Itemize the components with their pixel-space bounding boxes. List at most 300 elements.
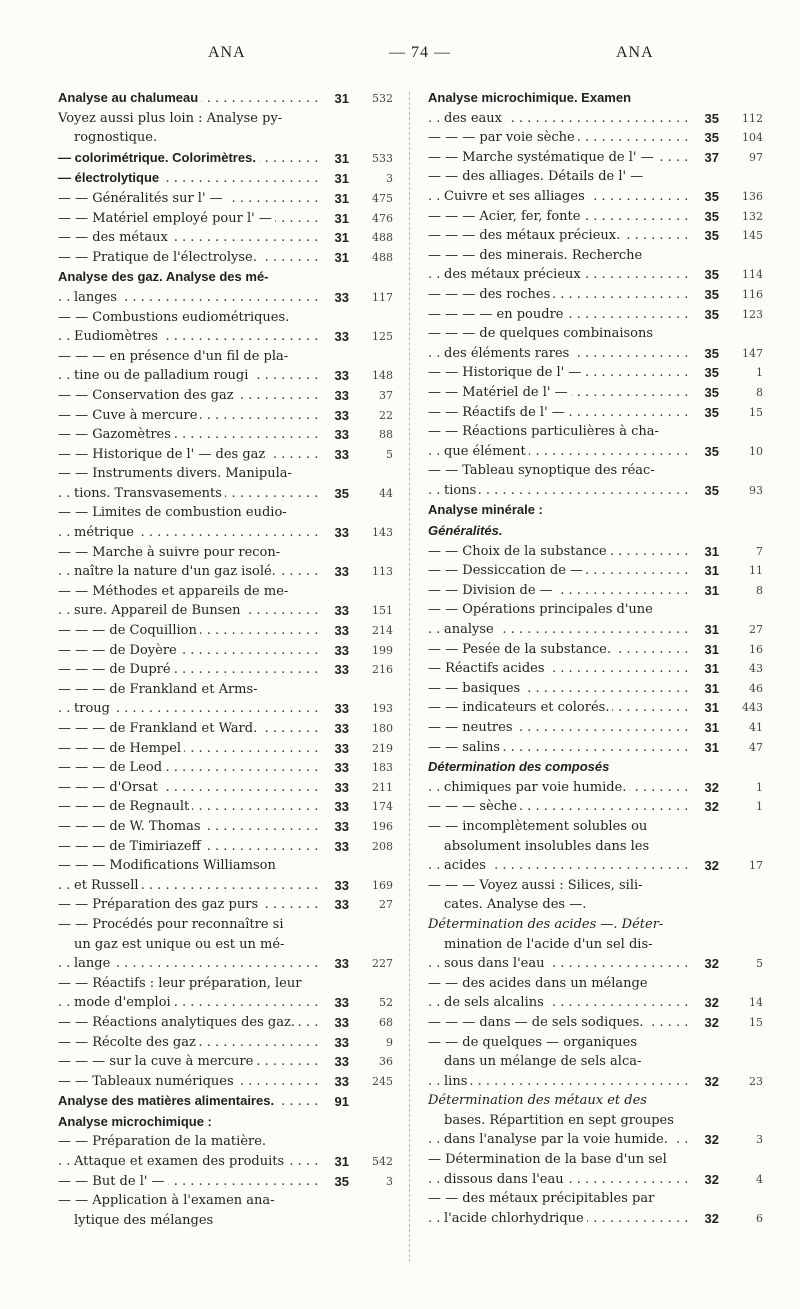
index-entry xyxy=(428,640,763,660)
entry-text: — — Limites de combustion eudio- xyxy=(58,505,290,520)
entry-text: dans l'analyse par la voie humide. xyxy=(444,1132,671,1147)
entry-text: — — — des roches xyxy=(428,287,553,302)
index-entry xyxy=(428,403,763,423)
entry-page: 43 xyxy=(749,662,763,676)
index-entry xyxy=(428,442,763,462)
entry-text: Analyse minérale : xyxy=(428,502,546,517)
entry-page: 5 xyxy=(756,957,763,971)
entry-page: 17 xyxy=(749,859,763,873)
index-entry xyxy=(58,993,393,1013)
entry-text: — — Récolte des gaz xyxy=(58,1035,199,1050)
entry-page: 27 xyxy=(749,623,763,637)
entry-volume: 33 xyxy=(334,1034,349,1050)
entry-volume: 32 xyxy=(704,779,719,795)
index-entry xyxy=(58,425,393,445)
entry-page: 11 xyxy=(749,564,763,578)
entry-page: 542 xyxy=(372,1155,393,1169)
page-header xyxy=(56,44,746,68)
index-entry xyxy=(428,1072,763,1092)
entry-text: — — — sèche xyxy=(428,799,520,814)
entry-text: — — — de Doyère xyxy=(58,643,180,658)
entry-text: — — de quelques — organiques xyxy=(428,1035,640,1050)
entry-volume: 31 xyxy=(334,249,349,265)
entry-text: — — des alliages. Détails de l' — xyxy=(428,169,646,184)
index-entry xyxy=(58,621,393,641)
entry-text: — — — dans — de sels sodiques. xyxy=(428,1015,646,1030)
entry-page: 14 xyxy=(749,996,763,1010)
index-entry xyxy=(58,209,393,229)
index-entry xyxy=(58,739,393,759)
entry-text: Analyse des matières alimentaires. xyxy=(58,1093,277,1108)
index-entry xyxy=(58,366,393,386)
entry-page: 3 xyxy=(386,172,393,186)
index-entry xyxy=(428,856,763,876)
entry-volume: 35 xyxy=(704,345,719,361)
entry-page: 245 xyxy=(372,1074,393,1088)
entry-text: des éléments rares xyxy=(444,346,572,361)
index-entry xyxy=(428,561,763,581)
entry-volume: 33 xyxy=(334,387,349,403)
entry-volume: 32 xyxy=(704,956,719,972)
entry-volume: 31 xyxy=(334,171,349,187)
entry-page: 46 xyxy=(749,681,763,695)
entry-page: 214 xyxy=(372,624,393,638)
index-entry xyxy=(58,189,393,209)
entry-text: Analyse des gaz. Analyse des mé- xyxy=(58,269,272,284)
index-entry xyxy=(58,168,393,189)
entry-volume: 35 xyxy=(334,485,349,501)
entry-text: Analyse microchimique : xyxy=(58,1114,215,1129)
entry-text: — colorimétrique. Colorimètres. xyxy=(58,150,259,165)
entry-page: 104 xyxy=(742,131,763,145)
entry-text: — — Réactions analytiques des gaz. xyxy=(58,1015,298,1030)
index-entry xyxy=(58,248,393,268)
entry-text: — — — en présence d'un fil de pla- xyxy=(58,349,291,364)
entry-text: Voyez aussi plus loin : Analyse py- xyxy=(58,111,285,126)
entry-volume: 35 xyxy=(704,306,719,322)
entry-text: lytique des mélanges xyxy=(74,1213,216,1228)
entry-volume: 33 xyxy=(334,818,349,834)
entry-text: — — — — en poudre xyxy=(428,307,566,322)
entry-volume: 33 xyxy=(334,956,349,972)
entry-page: 533 xyxy=(372,151,393,165)
entry-page: 68 xyxy=(379,1015,393,1029)
entry-page: 5 xyxy=(386,447,393,461)
index-entry xyxy=(58,445,393,465)
header-left: ANA xyxy=(208,44,246,61)
entry-page: 113 xyxy=(372,565,393,579)
entry-text: Eudiomètres xyxy=(74,329,161,344)
entry-volume: 32 xyxy=(704,1171,719,1187)
index-entry xyxy=(58,1152,393,1172)
index-entry xyxy=(58,1211,393,1231)
index-entry xyxy=(428,187,763,207)
entry-text: — — Opérations principales d'une xyxy=(428,602,656,617)
index-entry xyxy=(58,406,393,426)
entry-volume: 35 xyxy=(704,130,719,146)
entry-volume: 32 xyxy=(704,1132,719,1148)
entry-volume: 33 xyxy=(334,779,349,795)
entry-text: des métaux précieux xyxy=(444,267,584,282)
entry-text: — — basiques xyxy=(428,681,523,696)
entry-page: 488 xyxy=(372,231,393,245)
index-entry xyxy=(428,1013,763,1033)
entry-text: — — — de Timiriazeff xyxy=(58,839,204,854)
index-entry xyxy=(58,228,393,248)
index-entry xyxy=(58,543,393,563)
entry-page: 116 xyxy=(742,287,763,301)
index-entry xyxy=(428,993,763,1013)
index-entry xyxy=(428,659,763,679)
entry-text: chimiques par voie humide. xyxy=(444,780,629,795)
index-entry xyxy=(428,679,763,699)
entry-text: — — des métaux précipitables par xyxy=(428,1191,657,1206)
entry-volume: 33 xyxy=(334,721,349,736)
index-entry xyxy=(428,88,763,109)
entry-page: 114 xyxy=(742,268,763,282)
index-entry xyxy=(428,461,763,481)
entry-page: 112 xyxy=(742,111,763,125)
entry-volume: 33 xyxy=(334,623,349,639)
entry-page: 193 xyxy=(372,702,393,716)
index-entry xyxy=(428,778,763,798)
index-entry xyxy=(58,1172,393,1192)
entry-text: — — — de Regnault xyxy=(58,799,192,814)
entry-text: — — Tableau synoptique des réac- xyxy=(428,463,658,478)
entry-page: 3 xyxy=(756,1133,763,1147)
entry-volume: 35 xyxy=(704,110,719,126)
entry-volume: 33 xyxy=(334,897,349,913)
index-entry xyxy=(428,620,763,640)
index-entry xyxy=(428,1033,763,1053)
entry-volume: 31 xyxy=(334,1154,349,1170)
entry-text: un gaz est unique ou est un mé- xyxy=(74,937,287,952)
index-entry xyxy=(58,582,393,602)
index-entry xyxy=(58,464,393,484)
entry-volume: 33 xyxy=(334,1014,349,1030)
index-entry xyxy=(58,974,393,994)
entry-text: sure. Appareil de Bunsen xyxy=(74,603,244,618)
index-entry xyxy=(428,895,763,915)
entry-volume: 31 xyxy=(704,700,719,716)
index-entry xyxy=(58,954,393,974)
index-entry xyxy=(58,562,393,582)
entry-volume: 32 xyxy=(704,799,719,815)
entry-text: Détermination des acides —. Déter- xyxy=(428,917,666,932)
entry-page: 15 xyxy=(749,1015,763,1029)
index-entry xyxy=(58,128,393,148)
index-entry xyxy=(58,88,393,109)
entry-page: 123 xyxy=(742,307,763,321)
entry-text: — — Préparation de la matière. xyxy=(58,1134,269,1149)
index-entry xyxy=(428,305,763,325)
entry-page: 4 xyxy=(756,1172,763,1186)
entry-text: — — — de quelques combinaisons xyxy=(428,326,656,341)
index-entry xyxy=(58,719,393,739)
entry-text: — — — Acier, fer, fonte xyxy=(428,209,583,224)
entry-page: 148 xyxy=(372,369,393,383)
entry-text: — électrolytique xyxy=(58,170,162,185)
entry-text: bases. Répartition en sept groupes xyxy=(444,1113,677,1128)
index-entry xyxy=(58,935,393,955)
entry-volume: 33 xyxy=(334,662,349,678)
entry-volume: 31 xyxy=(334,91,349,106)
index-entry xyxy=(428,363,763,383)
entry-volume: 33 xyxy=(334,642,349,658)
entry-volume: 35 xyxy=(704,482,719,498)
entry-page: 476 xyxy=(372,211,393,225)
index-entry xyxy=(428,521,763,542)
entry-page: 443 xyxy=(742,701,763,715)
entry-volume: 32 xyxy=(704,1073,719,1089)
index-entry xyxy=(58,1013,393,1033)
entry-text: — — salins xyxy=(428,740,503,755)
entry-text: — — — des métaux précieux. xyxy=(428,228,623,243)
index-entry xyxy=(428,935,763,955)
index-entry xyxy=(428,1189,763,1209)
entry-page: 183 xyxy=(372,761,393,775)
index-entry xyxy=(58,601,393,621)
index-entry xyxy=(428,226,763,246)
entry-page: 8 xyxy=(756,385,763,399)
entry-text: — — Pratique de l'électrolyse. xyxy=(58,250,260,265)
entry-text: — — Marche à suivre pour recon- xyxy=(58,545,283,560)
entry-volume: 31 xyxy=(704,563,719,579)
entry-text: Détermination des composés xyxy=(428,759,612,774)
entry-text: — — Matériel employé pour l' — xyxy=(58,211,275,226)
index-entry xyxy=(428,167,763,187)
index-entry xyxy=(428,285,763,305)
index-entry xyxy=(428,915,763,935)
index-entry xyxy=(428,600,763,620)
entry-text: — — — d'Orsat xyxy=(58,780,161,795)
entry-volume: 33 xyxy=(334,446,349,462)
index-entry xyxy=(428,422,763,442)
entry-volume: 31 xyxy=(334,150,349,166)
entry-text: — — Marche systématique de l' — xyxy=(428,150,657,165)
entry-page: 15 xyxy=(749,405,763,419)
entry-page: 47 xyxy=(749,740,763,754)
entry-volume: 91 xyxy=(334,1094,349,1110)
index-entry xyxy=(428,344,763,364)
index-entry xyxy=(428,1091,763,1111)
entry-volume: 31 xyxy=(704,680,719,696)
entry-volume: 31 xyxy=(704,720,719,735)
entry-text: — — Application à l'examen ana- xyxy=(58,1193,278,1208)
entry-text: tine ou de palladium rougi xyxy=(74,368,251,383)
entry-text: — — — Voyez aussi : Silices, sili- xyxy=(428,878,646,893)
entry-volume: 33 xyxy=(334,799,349,815)
entry-page: 143 xyxy=(372,526,393,540)
entry-volume: 35 xyxy=(704,365,719,381)
entry-page: 147 xyxy=(742,346,763,360)
entry-volume: 33 xyxy=(334,995,349,1011)
entry-text: cates. Analyse des —. xyxy=(444,897,589,912)
entry-volume: 32 xyxy=(704,995,719,1011)
entry-volume: 33 xyxy=(334,368,349,384)
entry-volume: 31 xyxy=(334,190,349,206)
index-entry xyxy=(58,758,393,778)
entry-text: naître la nature d'un gaz isolé. xyxy=(74,564,279,579)
entry-volume: 35 xyxy=(704,384,719,400)
index-entry xyxy=(428,1052,763,1072)
entry-text: — — Généralités sur l' — xyxy=(58,191,226,206)
entry-page: 199 xyxy=(372,643,393,657)
entry-volume: 31 xyxy=(704,622,719,638)
entry-text: — — Réactifs de l' — xyxy=(428,405,568,420)
entry-page: 132 xyxy=(742,209,763,223)
entry-page: 125 xyxy=(372,330,393,344)
entry-page: 3 xyxy=(386,1174,393,1188)
entry-page: 211 xyxy=(372,780,393,794)
entry-text: lange xyxy=(74,956,113,971)
entry-text: et Russell xyxy=(74,878,142,893)
entry-volume: 33 xyxy=(334,603,349,619)
entry-volume: 31 xyxy=(704,543,719,559)
index-entry xyxy=(58,1052,393,1072)
entry-text: analyse xyxy=(444,622,497,637)
entry-volume: 33 xyxy=(334,525,349,541)
index-entry xyxy=(58,1091,393,1112)
entry-text: Détermination des métaux et des xyxy=(428,1093,650,1108)
entry-text: — — Combustions eudiométriques. xyxy=(58,310,292,325)
entry-page: 22 xyxy=(379,408,393,422)
index-entry xyxy=(58,895,393,915)
entry-text: — — — de Leod xyxy=(58,760,165,775)
index-entry xyxy=(58,1191,393,1211)
entry-page: 23 xyxy=(749,1074,763,1088)
entry-text: rognostique. xyxy=(74,130,160,145)
entry-volume: 33 xyxy=(334,564,349,580)
index-entry xyxy=(58,876,393,896)
entry-text: — — Conservation des gaz xyxy=(58,388,237,403)
left-column xyxy=(58,88,393,1230)
index-entry xyxy=(58,837,393,857)
entry-page: 1 xyxy=(756,366,763,380)
entry-page: 7 xyxy=(756,544,763,558)
index-entry xyxy=(428,718,763,738)
entry-text: dans un mélange de sels alca- xyxy=(444,1054,644,1069)
entry-page: 52 xyxy=(379,996,393,1010)
entry-volume: 35 xyxy=(334,1173,349,1189)
index-entry xyxy=(58,288,393,308)
index-entry xyxy=(58,797,393,817)
index-entry xyxy=(58,109,393,129)
entry-volume: 33 xyxy=(334,701,349,717)
entry-page: 88 xyxy=(379,428,393,442)
entry-page: 208 xyxy=(372,839,393,853)
entry-text: l'acide chlorhydrique xyxy=(444,1211,587,1226)
entry-text: — — — de W. Thomas xyxy=(58,819,204,834)
index-entry xyxy=(428,837,763,857)
entry-volume: 33 xyxy=(334,760,349,776)
entry-text: Analyse microchimique. Examen xyxy=(428,90,634,105)
entry-volume: 33 xyxy=(334,740,349,756)
header-right: ANA xyxy=(616,44,654,61)
entry-text: — — neutres xyxy=(428,720,516,735)
entry-page: 36 xyxy=(379,1055,393,1069)
entry-text: mode d'emploi xyxy=(74,995,174,1010)
entry-text: — — — des minerais. Recherche xyxy=(428,248,645,263)
entry-volume: 32 xyxy=(704,858,719,874)
entry-text: — — Choix de la substance xyxy=(428,544,610,559)
entry-volume: 35 xyxy=(704,267,719,283)
index-entry xyxy=(58,699,393,719)
index-entry xyxy=(58,484,393,504)
entry-text: — — Gazomètres xyxy=(58,427,174,442)
entry-page: 475 xyxy=(372,191,393,205)
index-entry xyxy=(58,327,393,347)
entry-volume: 35 xyxy=(704,188,719,204)
index-entry xyxy=(428,265,763,285)
entry-page: 488 xyxy=(372,250,393,264)
entry-text: — — — par voie sèche xyxy=(428,130,578,145)
entry-page: 117 xyxy=(372,290,393,304)
entry-volume: 31 xyxy=(334,230,349,246)
entry-volume: 31 xyxy=(704,582,719,598)
index-entry xyxy=(58,641,393,661)
entry-text: langes xyxy=(74,290,120,305)
entry-volume: 35 xyxy=(704,286,719,302)
index-entry xyxy=(428,500,763,521)
entry-page: 174 xyxy=(372,800,393,814)
entry-volume: 33 xyxy=(334,838,349,854)
entry-page: 9 xyxy=(386,1035,393,1049)
index-entry xyxy=(58,308,393,328)
entry-text: — — Procédés pour reconnaître si xyxy=(58,917,286,932)
entry-page: 136 xyxy=(742,189,763,203)
entry-text: — — — de Coquillion xyxy=(58,623,200,638)
entry-text: métrique xyxy=(74,525,137,540)
index-entry xyxy=(428,1150,763,1170)
entry-page: 219 xyxy=(372,741,393,755)
entry-page: 1 xyxy=(756,800,763,814)
index-entry xyxy=(428,383,763,403)
entry-text: — — Méthodes et appareils de me- xyxy=(58,584,291,599)
entry-page: 145 xyxy=(742,229,763,243)
entry-page: 180 xyxy=(372,722,393,735)
entry-text: dissous dans l'eau xyxy=(444,1172,567,1187)
index-entry xyxy=(428,148,763,168)
index-entry xyxy=(58,817,393,837)
entry-page: 41 xyxy=(749,721,763,734)
entry-page: 532 xyxy=(372,92,393,105)
entry-text: — — But de l' — xyxy=(58,1174,168,1189)
index-entry xyxy=(428,246,763,266)
entry-text: — — — sur la cuve à mercure xyxy=(58,1054,256,1069)
index-entry xyxy=(428,876,763,896)
entry-page: 8 xyxy=(756,583,763,597)
entry-volume: 35 xyxy=(704,208,719,224)
entry-page: 6 xyxy=(756,1211,763,1225)
entry-text: — — Tableaux numériques xyxy=(58,1074,237,1089)
index-entry xyxy=(428,1170,763,1190)
page-number: — 74 — xyxy=(389,44,451,61)
index-entry xyxy=(428,1111,763,1131)
entry-text: de sels alcalins xyxy=(444,995,547,1010)
index-entry xyxy=(428,109,763,129)
entry-text: Analyse au chalumeau xyxy=(58,90,201,105)
entry-page: 10 xyxy=(749,444,763,458)
index-entry xyxy=(58,778,393,798)
index-entry xyxy=(428,207,763,227)
entry-text: que élément xyxy=(444,444,529,459)
entry-text: Attaque et examen des produits xyxy=(74,1154,287,1169)
entry-text: — — — de Frankland et Ward. xyxy=(58,721,260,736)
index-entry xyxy=(58,503,393,523)
entry-text: — — Préparation des gaz purs xyxy=(58,897,261,912)
entry-text: — — — Modifications Williamson xyxy=(58,858,279,873)
